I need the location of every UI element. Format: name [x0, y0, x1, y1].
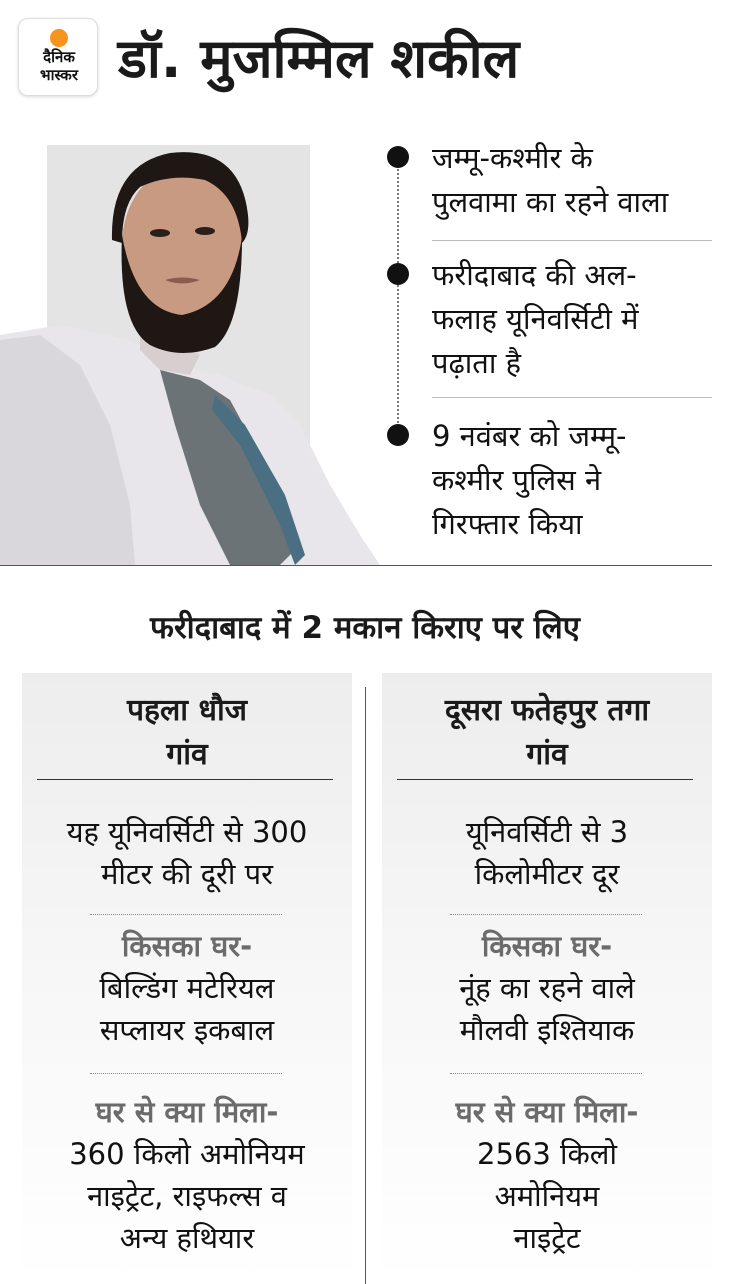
- house-1-heading-line2: गांव: [166, 737, 208, 772]
- timeline-item-2-line3: पढ़ाता है: [432, 346, 521, 380]
- sun-icon: [50, 29, 68, 47]
- section-heading: फरीदाबाद में 2 मकान किराए पर लिए: [150, 610, 580, 646]
- house-2-found-line2: अमोनियम: [494, 1179, 600, 1213]
- house-2-distance: [382, 811, 712, 895]
- timeline-item-2-line1: फरीदाबाद की अल-: [432, 258, 637, 292]
- item-separator: [90, 1073, 282, 1074]
- timeline-separator: [432, 240, 712, 241]
- house-2-card: [382, 673, 712, 1284]
- dainik-bhaskar-logo: [18, 18, 98, 96]
- logo-text-line2: भास्कर: [40, 66, 78, 84]
- house-1-distance-line1: यह यूनिवर्सिटी से 300: [66, 815, 308, 849]
- house-1-heading: [22, 689, 352, 777]
- page-title: डॉ. मुजम्मिल शकील: [118, 27, 520, 90]
- house-2-heading-line2: गांव: [526, 737, 568, 772]
- house-2-owner-line2: मौलवी इश्तियाक: [459, 1013, 635, 1047]
- timeline-bullet-icon: [387, 424, 409, 446]
- house-1-distance: [22, 811, 352, 895]
- timeline-item-1-line1: जम्मू-कश्मीर के: [432, 141, 593, 175]
- house-1-found-label: घर से क्या मिला-: [95, 1095, 279, 1129]
- timeline-bullet-icon: [387, 146, 409, 168]
- timeline-item-3-line1: 9 नवंबर को जम्मू-: [432, 419, 627, 453]
- timeline-item-3-line2: कश्मीर पुलिस ने: [432, 463, 602, 497]
- item-separator: [90, 914, 282, 915]
- house-2-owner: [382, 925, 712, 1051]
- section-divider: [0, 565, 712, 566]
- house-1-heading-line1: पहला धौज: [126, 693, 247, 728]
- item-separator: [450, 1073, 642, 1074]
- house-2-distance-line1: यूनिवर्सिटी से 3: [465, 815, 629, 849]
- heading-rule: [37, 779, 333, 780]
- person-photo: [0, 125, 380, 565]
- logo-text-line1: दैनिक: [43, 48, 75, 66]
- house-1-card: [22, 673, 352, 1284]
- house-1-distance-line2: मीटर की दूरी पर: [101, 857, 273, 891]
- house-1-owner-line1: बिल्डिंग मटेरियल: [99, 971, 275, 1005]
- house-1-found-line1: 360 किलो अमोनियम: [69, 1137, 305, 1171]
- house-2-found-label: घर से क्या मिला-: [455, 1095, 639, 1129]
- heading-rule: [397, 779, 693, 780]
- timeline-item-1-line2: पुलवामा का रहने वाला: [432, 185, 669, 219]
- house-2-owner-label: किसका घर-: [481, 929, 613, 963]
- house-1-owner-line2: सप्लायर इकबाल: [99, 1013, 275, 1047]
- house-1-found-line3: अन्य हथियार: [119, 1221, 255, 1255]
- timeline-item-2-line2: फलाह यूनिवर्सिटी में: [432, 302, 639, 336]
- column-divider: [365, 687, 366, 1284]
- house-1-owner-label: किसका घर-: [121, 929, 253, 963]
- house-2-owner-line1: नूंह का रहने वाले: [459, 971, 635, 1005]
- timeline-bullet-icon: [387, 263, 409, 285]
- item-separator: [450, 914, 642, 915]
- timeline-item-3-line3: गिरफ्तार किया: [432, 507, 583, 541]
- house-2-found-line3: नाइट्रेट: [513, 1221, 581, 1255]
- house-1-found-line2: नाइट्रेट, राइफल्स व: [87, 1179, 287, 1213]
- house-2-heading: [382, 689, 712, 777]
- timeline-connector: [397, 158, 399, 438]
- house-2-found-line1: 2563 किलो: [477, 1137, 617, 1171]
- timeline-item-3: [432, 414, 722, 546]
- house-1-found: [22, 1091, 352, 1259]
- house-2-heading-line1: दूसरा फतेहपुर तगा: [444, 693, 650, 728]
- house-1-owner: [22, 925, 352, 1051]
- timeline-separator: [432, 397, 712, 398]
- timeline-item-2: [432, 253, 722, 385]
- house-2-found: [382, 1091, 712, 1259]
- house-2-distance-line2: किलोमीटर दूर: [474, 857, 620, 891]
- timeline-item-1: [432, 136, 722, 224]
